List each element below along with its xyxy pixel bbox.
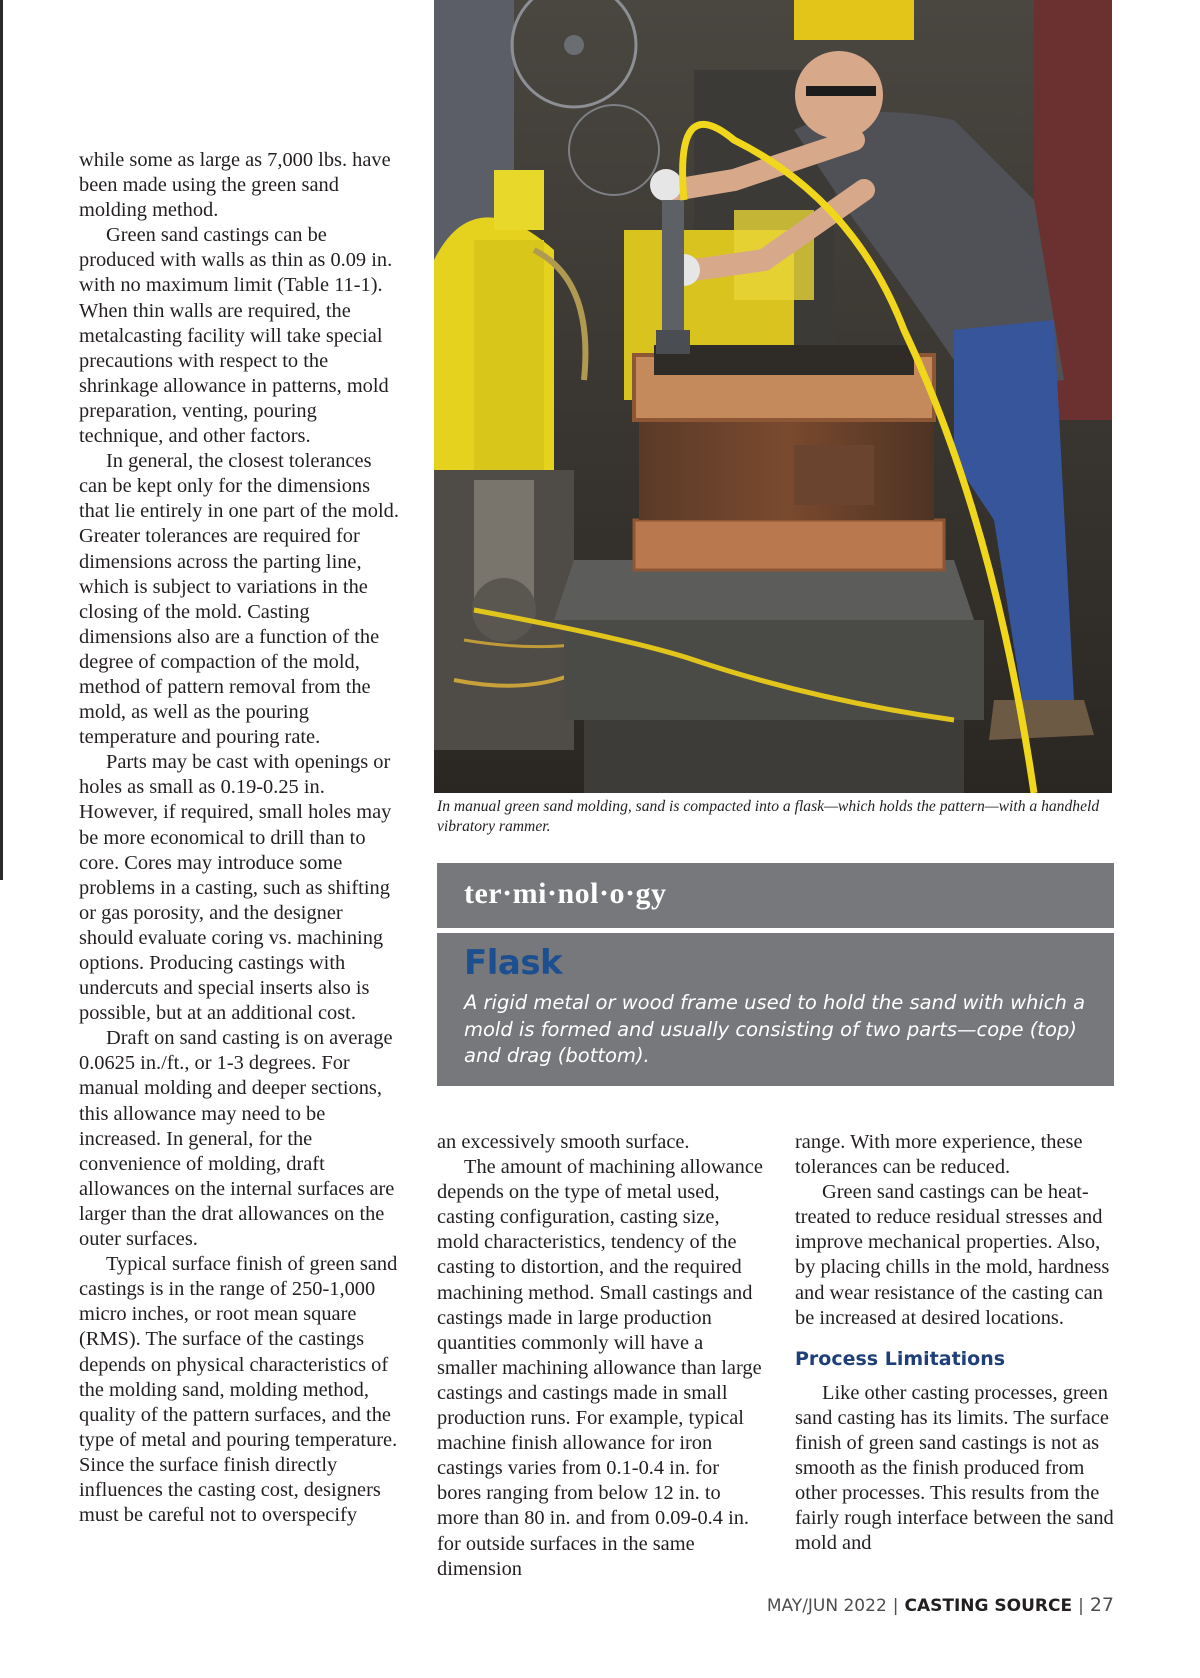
paragraph: an excessively smooth surface. [437,1131,690,1153]
footer-separator: | [1078,1596,1084,1616]
paragraph: Draft on sand casting is on average 0.0625 in./ft., or 1-3 degrees. For manual molding and deeper sections, this allowance may need to be increased. In general, for the convenience of molding, draft allowances on the internal surfaces are larger than the drat allowances on the outer surfaces. [79,1027,395,1251]
footer-separator: | [892,1596,899,1616]
paragraph: The amount of machining allowance depends on the type of metal used, casting configuration, casting size, mold characteristics, tendency of the casting to distortion, and the required machining method. Small castings and castings made in large production quantities commonly will have a smaller machining allowance than large castings and castings made in small production runs. For example, typical machine finish allowance for iron castings varies from 0.1-0.4 in. for bores ranging from below 12 in. to more than 80 in. and from 0.09-0.4 in. for outside surfaces in the same dimension [437,1156,763,1580]
terminology-box [437,933,1114,1086]
terminology-heading: ter·mi·nol·o·gy [464,877,667,910]
page-edge-rule [0,0,3,880]
paragraph: In general, the closest tolerances can be kept only for the dimensions that lie entirely in one part of the mold. Greater tolerances are required for dimensions across the parting line, which is subject to variations in the closing of the mold. Casting dimensions also are a function of the degree of compaction of the mold, method of pattern removal from the mold, as well as the pouring temperature and pouring rate. [79,450,399,749]
page-number: 27 [1089,1594,1114,1616]
paragraph: Like other casting processes, green sand casting has its limits. The surface finish of green sand castings is not as smooth as the finish produced from other processes. This results from the fairly rough interface between the sand mold and [795,1381,1114,1555]
molding-photo-illustration [434,0,1112,793]
terminology-header-bar [437,863,1114,928]
paragraph: Typical surface finish of green sand castings is in the range of 250-1,000 micro inches, or root mean square (RMS). The surface of the castings depends on physical characteristics of the molding sand, molding method, quality of the pattern surfaces, and the type of metal and pouring temperature. Since the surface finish directly influences the casting cost, designers must be careful not to overspecify [79,1253,398,1527]
term-definition: A rigid metal or wood frame used to hold the sand with which a mold is formed and usually consisting of two parts—cope (top) and drag (bottom). [464,991,1086,1067]
photo-caption: In manual green sand molding, sand is compacted into a flask—which holds the pattern—with a handheld vibratory rammer. [437,798,1100,835]
paragraph: Parts may be cast with openings or holes as small as 0.19-0.25 in. However, if required, small holes may be more economical to drill than to core. Cores may introduce some problems in a casting, such as shifting or gas porosity, and the designer should evaluate coring vs. machining options. Producing castings with undercuts and special inserts also is possible, but at an additional cost. [79,751,392,1025]
paragraph: Green sand castings can be produced with walls as thin as 0.09 in. with no maximum limit (Table 11-1). When thin walls are required, the metalcasting facility will take special precautions with respect to the shrinkage allowance in patterns, mold preparation, venting, pouring technique, and other factors. [79,224,393,448]
paragraph: range. With more experience, these tolerances can be reduced. [795,1131,1083,1179]
molding-photo [434,0,1112,793]
left-text-column [79,148,402,1528]
section-subheading: Process Limitations [795,1347,1006,1370]
issue-date: MAY/JUN 2022 [766,1596,887,1616]
paragraph: while some as large as 7,000 lbs. have been made using the green sand molding method. [79,149,391,222]
middle-text-column [437,1130,764,1582]
page-footer [767,1594,1114,1616]
term-word: Flask [464,943,563,983]
paragraph: Green sand castings can be heat-treated to reduce residual stresses and improve mechanical properties. Also, by placing chills in the mold, hardness and wear resistance of the casting can be increased at desired locations. [795,1181,1110,1329]
publication-name: CASTING SOURCE [904,1596,1073,1616]
right-text-column [795,1130,1115,1556]
